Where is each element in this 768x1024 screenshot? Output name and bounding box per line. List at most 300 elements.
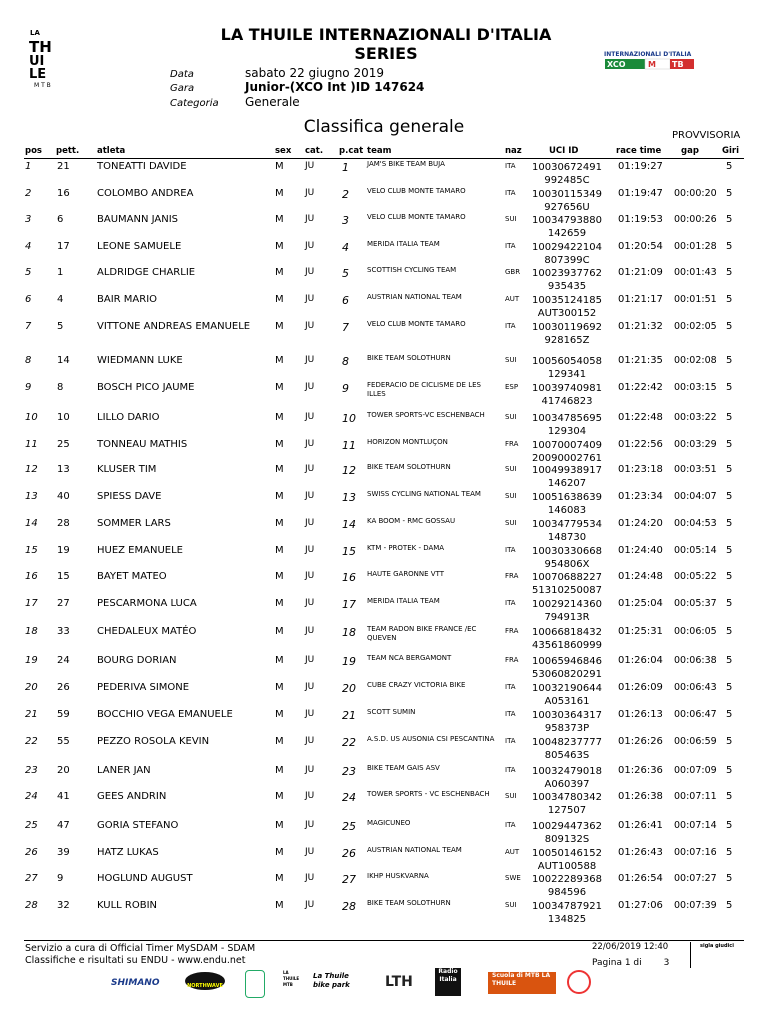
cell-sex: M — [275, 412, 284, 423]
cell-time: 01:26:38 — [618, 791, 663, 802]
cell-giri: 5 — [726, 736, 733, 747]
cell-uci-id — [532, 545, 602, 571]
classifica-title: Classifica generale — [303, 117, 465, 137]
cell-team: JAM'S BIKE TEAM BUJA — [367, 160, 445, 168]
uci-id-line2: 146207 — [547, 478, 587, 489]
cell-pett: 6 — [57, 214, 64, 225]
cell-pett: 15 — [57, 571, 70, 582]
cell-giri: 5 — [726, 321, 733, 332]
cell-naz: ITA — [505, 683, 516, 691]
cell-pett: 41 — [57, 791, 70, 802]
cell-cat: JU — [305, 655, 315, 665]
cell-giri: 5 — [726, 161, 733, 172]
uci-id-line1: 10034780342 — [532, 792, 602, 803]
cell-time: 01:26:04 — [618, 655, 663, 666]
cell-giri: 5 — [726, 382, 733, 393]
cell-pos: 8 — [25, 355, 32, 366]
cell-pett: 8 — [57, 382, 64, 393]
cell-time: 01:21:09 — [618, 267, 663, 278]
cell-cat: JU — [305, 439, 315, 449]
cell-team: SCOTTISH CYCLING TEAM — [367, 266, 457, 274]
cell-atleta: LEONE SAMUELE — [97, 241, 182, 252]
page-title-line1: LA THUILE INTERNAZIONALI D'ITALIA — [220, 25, 552, 44]
cell-atleta: PEZZO ROSOLA KEVIN — [97, 736, 210, 747]
cell-uci-id — [532, 765, 602, 791]
sponsor-scuola-mtb: Scuola di MTB LA THUILE — [488, 972, 556, 994]
cell-naz: SUI — [505, 792, 517, 800]
svg-text:XCO: XCO — [607, 60, 626, 69]
cell-uci-id — [532, 188, 602, 214]
cell-cat: JU — [305, 736, 315, 746]
cell-pos: 16 — [25, 571, 38, 582]
meta-categoria-label: Categoria — [170, 98, 219, 109]
cell-pett: 16 — [57, 188, 70, 199]
cell-sex: M — [275, 464, 284, 475]
cell-uci-id — [532, 161, 602, 187]
cell-naz: SUI — [505, 901, 517, 909]
col-cat: cat. — [305, 146, 324, 156]
uci-id-line2: 927656U — [544, 202, 590, 213]
cell-team: KTM - PROTEK - DAMA — [367, 544, 445, 552]
cell-pcat: 17 — [342, 598, 356, 611]
meta-gara-label: Gara — [170, 83, 195, 94]
cell-cat: JU — [305, 820, 315, 830]
cell-pos: 9 — [25, 382, 32, 393]
footer-sigla: sigla giudici — [700, 943, 734, 949]
cell-sex: M — [275, 900, 284, 911]
cell-atleta: PEDERIVA SIMONE — [97, 682, 190, 693]
cell-naz: AUT — [505, 848, 520, 856]
cell-naz: SUI — [505, 492, 517, 500]
uci-id-line2: 20090002761 — [532, 453, 602, 464]
col-giri: Giri — [722, 146, 739, 156]
cell-giri: 5 — [726, 439, 733, 450]
col-uci: UCI ID — [549, 146, 579, 156]
cell-sex: M — [275, 655, 284, 666]
footer-results-link[interactable]: Classifiche e risultati su ENDU - www.endu.net — [25, 955, 246, 966]
cell-team: AUSTRIAN NATIONAL TEAM — [367, 846, 462, 854]
cell-team: BIKE TEAM SOLOTHURN — [367, 899, 451, 907]
cell-time: 01:21:32 — [618, 321, 663, 332]
cell-pos: 25 — [25, 820, 38, 831]
cell-time: 01:23:18 — [618, 464, 663, 475]
cell-time: 01:20:54 — [618, 241, 663, 252]
uci-id-line2: 53060820291 — [532, 669, 602, 680]
cell-cat: JU — [305, 682, 315, 692]
cell-uci-id — [532, 598, 602, 624]
cell-giri: 5 — [726, 765, 733, 776]
uci-id-line2: 142659 — [547, 228, 587, 239]
uci-id-line2: 129304 — [547, 426, 587, 437]
sponsor-crest-icon — [245, 970, 265, 998]
cell-pcat: 2 — [342, 188, 349, 201]
cell-cat: JU — [305, 241, 315, 251]
cell-gap: 00:05:22 — [674, 571, 717, 582]
cell-atleta: LILLO DARIO — [97, 412, 160, 423]
cell-sex: M — [275, 491, 284, 502]
cell-pett: 1 — [57, 267, 64, 278]
cell-sex: M — [275, 682, 284, 693]
cell-gap: 00:05:14 — [674, 545, 717, 556]
cell-team: VELO CLUB MONTE TAMARO — [367, 320, 466, 328]
cell-time: 01:25:04 — [618, 598, 663, 609]
sigla-box — [690, 942, 746, 968]
cell-team: SWISS CYCLING NATIONAL TEAM — [367, 490, 481, 498]
cell-team: HORIZON MONTLUÇON — [367, 438, 448, 446]
cell-pcat: 9 — [342, 382, 349, 395]
cell-team: VELO CLUB MONTE TAMARO — [367, 213, 466, 221]
cell-sex: M — [275, 709, 284, 720]
uci-id-line2: 958373P — [544, 723, 590, 734]
cell-pcat: 12 — [342, 464, 356, 477]
cell-team: TEAM NCA BERGAMONT — [367, 654, 452, 662]
cell-uci-id — [532, 655, 602, 681]
cell-pos: 19 — [25, 655, 38, 666]
cell-pos: 12 — [25, 464, 38, 475]
footer-page — [592, 958, 669, 968]
footer-service: Servizio a cura di Official Timer MySDAM - SDAM — [25, 943, 256, 954]
cell-gap: 00:06:59 — [674, 736, 717, 747]
cell-pos: 15 — [25, 545, 38, 556]
uci-id-line2: 146083 — [547, 505, 587, 516]
cell-giri: 5 — [726, 847, 733, 858]
cell-uci-id — [532, 847, 602, 873]
cell-atleta: GEES ANDRIN — [97, 791, 167, 802]
cell-gap: 00:05:37 — [674, 598, 717, 609]
cell-pett: 20 — [57, 765, 70, 776]
cell-cat: JU — [305, 321, 315, 331]
cell-uci-id — [532, 294, 602, 320]
meta-gara — [170, 80, 424, 94]
cell-gap: 00:06:05 — [674, 626, 717, 637]
cell-naz: AUT — [505, 295, 520, 303]
col-gap: gap — [681, 146, 699, 156]
cell-atleta: SPIESS DAVE — [97, 491, 162, 502]
cell-pos: 21 — [25, 709, 38, 720]
cell-cat: JU — [305, 161, 315, 171]
cell-naz: ITA — [505, 737, 516, 745]
uci-id-line1: 10039740981 — [532, 383, 602, 394]
cell-sex: M — [275, 241, 284, 252]
uci-id-line1: 10029214360 — [532, 599, 602, 610]
cell-cat: JU — [305, 518, 315, 528]
cell-uci-id — [532, 491, 602, 517]
cell-time: 01:25:31 — [618, 626, 663, 637]
cell-team: KA BOOM - RMC GOSSAU — [367, 517, 456, 525]
cell-team: FEDERACIO DE CICLISME DE LES ILLES — [367, 381, 481, 398]
cell-atleta: KULL ROBIN — [97, 900, 158, 911]
page-label: Pagina 1 di — [592, 958, 642, 968]
cell-uci-id — [532, 709, 602, 735]
cell-time: 01:23:34 — [618, 491, 663, 502]
uci-id-line1: 10029447362 — [532, 821, 602, 832]
cell-giri: 5 — [726, 491, 733, 502]
cell-team: BIKE TEAM SOLOTHURN — [367, 354, 451, 362]
cell-naz: ITA — [505, 710, 516, 718]
cell-pett: 19 — [57, 545, 70, 556]
cell-giri: 5 — [726, 571, 733, 582]
cell-sex: M — [275, 820, 284, 831]
footer-divider — [24, 940, 744, 941]
cell-pett: 27 — [57, 598, 70, 609]
cell-cat: JU — [305, 382, 315, 392]
uci-id-line2: 807399C — [544, 255, 590, 266]
uci-id-line1: 10022289368 — [532, 874, 602, 885]
cell-naz: SUI — [505, 215, 517, 223]
cell-giri: 5 — [726, 873, 733, 884]
cell-uci-id — [532, 900, 602, 926]
cell-pos: 14 — [25, 518, 38, 529]
cell-pett: 14 — [57, 355, 70, 366]
cell-pcat: 7 — [342, 321, 349, 334]
uci-id-line1: 10035124185 — [532, 295, 602, 306]
uci-id-line1: 10032190644 — [532, 683, 602, 694]
svg-text:TH: TH — [29, 38, 52, 56]
cell-cat: JU — [305, 571, 315, 581]
cell-team: HAUTE GARONNE VTT — [367, 570, 445, 578]
cell-team: A.S.D. US AUSONIA CSI PESCANTINA — [367, 735, 495, 743]
cell-giri: 5 — [726, 188, 733, 199]
cell-gap: 00:03:15 — [674, 382, 717, 393]
cell-pcat: 11 — [342, 439, 356, 452]
footer-datetime: 22/06/2019 12:40 — [592, 942, 669, 952]
cell-uci-id — [532, 736, 602, 762]
cell-giri: 5 — [726, 545, 733, 556]
cell-atleta: BAYET MATEO — [97, 571, 167, 582]
cell-atleta: TONNEAU MATHIS — [97, 439, 188, 450]
cell-team: IKHP HUSKVARNA — [367, 872, 429, 880]
cell-pcat: 4 — [342, 241, 349, 254]
cell-pcat: 18 — [342, 626, 356, 639]
cell-pett: 9 — [57, 873, 64, 884]
cell-pos: 2 — [25, 188, 32, 199]
cell-atleta: BAUMANN JANIS — [97, 214, 179, 225]
uci-id-line2: A060397 — [544, 779, 590, 790]
cell-atleta: GORIA STEFANO — [97, 820, 179, 831]
cell-atleta: SOMMER LARS — [97, 518, 171, 529]
cell-time: 01:26:41 — [618, 820, 663, 831]
uci-id-line1: 10066818432 — [532, 627, 602, 638]
sponsor-bike-park: La Thuile bike park — [313, 972, 350, 989]
cell-cat: JU — [305, 791, 315, 801]
cell-atleta: BAIR MARIO — [97, 294, 158, 305]
svg-text:UI: UI — [29, 54, 45, 69]
uci-id-line2: 809132S — [544, 834, 590, 845]
cell-uci-id — [532, 873, 602, 899]
cell-uci-id — [532, 439, 602, 465]
cell-atleta: ALDRIDGE CHARLIE — [97, 267, 196, 278]
uci-id-line1: 10023937762 — [532, 268, 602, 279]
cell-pos: 22 — [25, 736, 38, 747]
uci-id-line1: 10051638639 — [532, 492, 602, 503]
cell-cat: JU — [305, 214, 315, 224]
cell-cat: JU — [305, 355, 315, 365]
col-team: team — [367, 146, 392, 156]
cell-cat: JU — [305, 765, 315, 775]
cell-naz: SUI — [505, 356, 517, 364]
cell-giri: 5 — [726, 820, 733, 831]
cell-pett: 13 — [57, 464, 70, 475]
cell-sex: M — [275, 598, 284, 609]
cell-team: MERIDA ITALIA TEAM — [367, 240, 440, 248]
uci-id-line2: AUT100588 — [537, 861, 597, 872]
uci-id-line1: 10056054058 — [532, 356, 602, 367]
cell-gap: 00:01:43 — [674, 267, 717, 278]
cell-uci-id — [532, 214, 602, 240]
cell-pcat: 21 — [342, 709, 356, 722]
cell-pos: 26 — [25, 847, 38, 858]
uci-id-line2: 51310250087 — [532, 585, 602, 596]
uci-id-line1: 10030672491 — [532, 162, 602, 173]
cell-team: CUBE CRAZY VICTORIA BIKE — [367, 681, 466, 689]
cell-team: TOWER SPORTS-VC ESCHENBACH — [367, 411, 485, 419]
cell-pcat: 5 — [342, 267, 349, 280]
uci-id-line1: 10050146152 — [532, 848, 602, 859]
cell-pos: 3 — [25, 214, 32, 225]
sponsor-flower-icon — [567, 970, 591, 994]
cell-giri: 5 — [726, 241, 733, 252]
cell-sex: M — [275, 321, 284, 332]
cell-gap: 00:00:20 — [674, 188, 717, 199]
uci-id-line2: 134825 — [547, 914, 587, 925]
cell-sex: M — [275, 847, 284, 858]
cell-pcat: 22 — [342, 736, 356, 749]
cell-pcat: 26 — [342, 847, 356, 860]
cell-uci-id — [532, 464, 602, 490]
col-pos: pos — [25, 146, 42, 156]
cell-giri: 5 — [726, 464, 733, 475]
cell-naz: SUI — [505, 413, 517, 421]
cell-pett: 4 — [57, 294, 64, 305]
cell-pos: 24 — [25, 791, 38, 802]
cell-atleta: KLUSER TIM — [97, 464, 157, 475]
table-header — [0, 146, 768, 158]
cell-uci-id — [532, 820, 602, 846]
cell-giri: 5 — [726, 294, 733, 305]
cell-pos: 11 — [25, 439, 38, 450]
uci-id-line2: 148730 — [547, 532, 587, 543]
col-atleta: atleta — [97, 146, 126, 156]
col-naz: naz — [505, 146, 522, 156]
cell-gap: 00:01:51 — [674, 294, 717, 305]
cell-pett: 40 — [57, 491, 70, 502]
cell-cat: JU — [305, 188, 315, 198]
cell-cat: JU — [305, 847, 315, 857]
cell-uci-id — [532, 682, 602, 708]
cell-pett: 32 — [57, 900, 70, 911]
cell-naz: FRA — [505, 572, 519, 580]
uci-id-line2: 127507 — [547, 805, 587, 816]
cell-atleta: TONEATTI DAVIDE — [97, 161, 187, 172]
cell-pcat: 28 — [342, 900, 356, 913]
sponsor-radio-italia: Radio Italia — [435, 968, 461, 996]
cell-pcat: 19 — [342, 655, 356, 668]
cell-time: 01:22:56 — [618, 439, 663, 450]
uci-id-line1: 10030330668 — [532, 546, 602, 557]
cell-cat: JU — [305, 545, 315, 555]
page-title-line2: SERIES — [354, 44, 418, 63]
la-thuile-mtb-logo — [28, 26, 68, 88]
cell-atleta: HUEZ EMANUELE — [97, 545, 183, 556]
cell-cat: JU — [305, 294, 315, 304]
meta-categoria — [170, 95, 300, 109]
uci-id-line1: 10065946846 — [532, 656, 602, 667]
svg-text:LE: LE — [29, 67, 47, 82]
cell-pos: 10 — [25, 412, 38, 423]
cell-atleta: CHEDALEUX MATÉO — [97, 626, 197, 637]
cell-naz: ITA — [505, 162, 516, 170]
col-sex: sex — [275, 146, 292, 156]
cell-atleta: VITTONE ANDREAS EMANUELE — [97, 321, 251, 332]
cell-atleta: BOCCHIO VEGA EMANUELE — [97, 709, 233, 720]
cell-sex: M — [275, 571, 284, 582]
cell-pcat: 6 — [342, 294, 349, 307]
cell-uci-id — [532, 382, 602, 408]
cell-pcat: 8 — [342, 355, 349, 368]
cell-pos: 7 — [25, 321, 32, 332]
cell-atleta: HATZ LUKAS — [97, 847, 159, 858]
meta-gara-value: Junior-(XCO Int )ID 147624 — [245, 80, 425, 94]
cell-time: 01:19:27 — [618, 161, 663, 172]
svg-text:M: M — [648, 60, 656, 69]
cell-uci-id — [532, 626, 602, 652]
cell-giri: 5 — [726, 655, 733, 666]
cell-gap: 00:07:14 — [674, 820, 717, 831]
cell-pett: 47 — [57, 820, 70, 831]
cell-pcat: 15 — [342, 545, 356, 558]
cell-pcat: 23 — [342, 765, 356, 778]
cell-uci-id — [532, 571, 602, 597]
cell-pett: 26 — [57, 682, 70, 693]
cell-pcat: 20 — [342, 682, 356, 695]
cell-naz: ITA — [505, 242, 516, 250]
cell-cat: JU — [305, 598, 315, 608]
cell-naz: ITA — [505, 322, 516, 330]
uci-id-line1: 10030115349 — [532, 189, 602, 200]
cell-time: 01:19:47 — [618, 188, 663, 199]
cell-sex: M — [275, 765, 284, 776]
meta-data-label: Data — [170, 69, 194, 80]
cell-cat: JU — [305, 900, 315, 910]
meta-categoria-value: Generale — [245, 95, 300, 109]
uci-id-line1: 10034793880 — [532, 215, 602, 226]
uci-id-line2: 992485C — [544, 175, 590, 186]
cell-team: MERIDA ITALIA TEAM — [367, 597, 440, 605]
cell-pos: 28 — [25, 900, 38, 911]
uci-id-line2: 805463S — [544, 750, 590, 761]
cell-gap: 00:02:08 — [674, 355, 717, 366]
uci-id-line1: 10032479018 — [532, 766, 602, 777]
cell-sex: M — [275, 626, 284, 637]
cell-pos: 6 — [25, 294, 32, 305]
cell-giri: 5 — [726, 355, 733, 366]
cell-atleta: PESCARMONA LUCA — [97, 598, 197, 609]
cell-gap: 00:02:05 — [674, 321, 717, 332]
status-label: PROVVISORIA — [672, 130, 741, 141]
cell-pett: 10 — [57, 412, 70, 423]
cell-sex: M — [275, 518, 284, 529]
cell-giri: 5 — [726, 626, 733, 637]
cell-sex: M — [275, 267, 284, 278]
cell-giri: 5 — [726, 791, 733, 802]
cell-giri: 5 — [726, 682, 733, 693]
cell-uci-id — [532, 321, 602, 347]
uci-id-line2: 129341 — [547, 369, 587, 380]
cell-uci-id — [532, 791, 602, 817]
cell-pett: 25 — [57, 439, 70, 450]
cell-giri: 5 — [726, 598, 733, 609]
cell-gap: 00:03:22 — [674, 412, 717, 423]
